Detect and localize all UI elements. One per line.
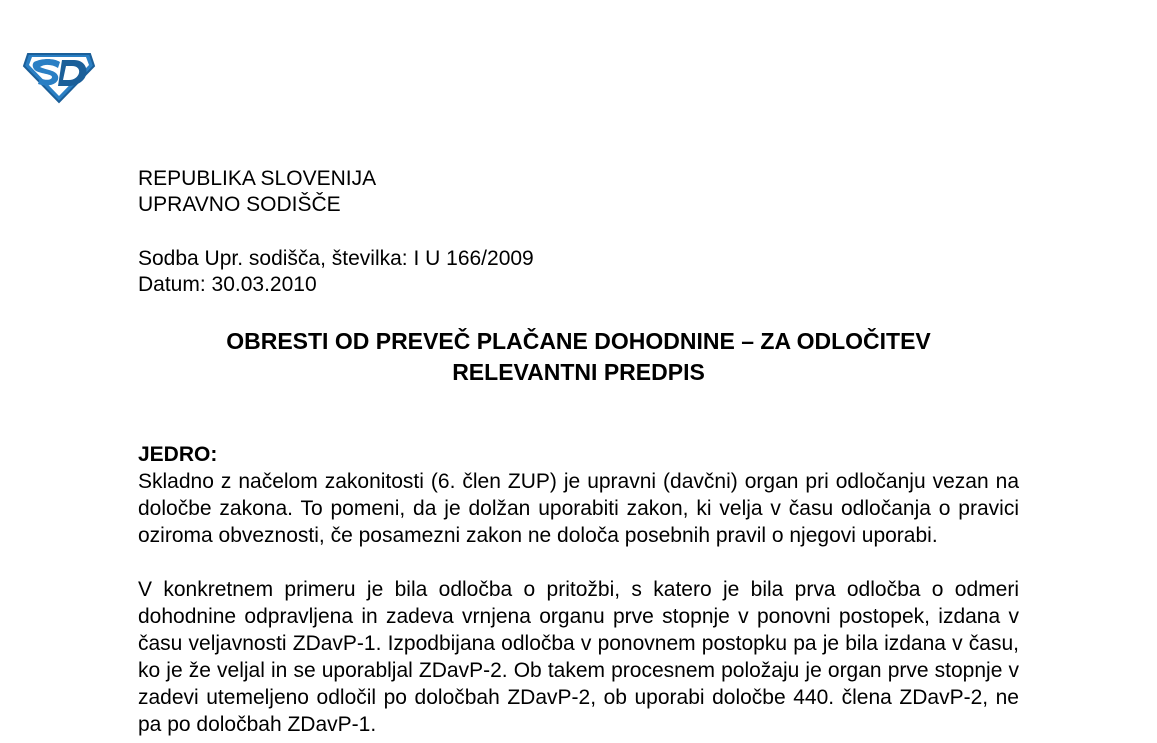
- decision-date: Datum: 30.03.2010: [138, 273, 317, 296]
- country-name: REPUBLIKA SLOVENIJA: [138, 167, 377, 190]
- paragraph-2: V konkretnem primeru je bila odločba o pritožbi, s katero je bila prva odločba o odmeri dohodnine odpravljena in zadeva vrnjena organu prve stopnje v ponovni postopek, izdana v času veljavnosti ZDavP-1. Izpodbijana odločba v ponovnem postopku pa je bila izdana v času, ko je že veljal in se uporabljal ZDavP-2. Ob takem procesnem položaju je organ prve stopnje v zadevi utemeljeno odločil po določbah ZDavP-2, ob uporabi določbe 440. člena ZDavP-2, ne pa po določbah ZDavP-1.: [138, 578, 1019, 736]
- section-heading: JEDRO:: [138, 443, 218, 466]
- title-line-2: RELEVANTNI PREDPIS: [452, 359, 705, 385]
- case-meta: [138, 246, 534, 298]
- court-header: [138, 166, 376, 218]
- document-title: [138, 326, 1019, 388]
- case-number: Sodba Upr. sodišča, številka: I U 166/2009: [138, 247, 534, 270]
- court-logo: [22, 46, 96, 104]
- paragraph-1: Skladno z načelom zakonitosti (6. člen ZUP) je upravni (davčni) organ pri odločanju vezan na določbe zakona. To pomeni, da je dolžan uporabiti zakon, ki velja v času odločanja o pravici oziroma obveznosti, če posamezni zakon ne določa posebnih pravil o njegovi uporabi.: [138, 470, 1019, 547]
- document-body: [138, 441, 1019, 738]
- paragraph-spacer: [138, 549, 1019, 576]
- title-line-1: OBRESTI OD PREVEČ PLAČANE DOHODNINE – ZA ODLOČITEV: [226, 328, 931, 354]
- sd-shield-logo-icon: [22, 46, 96, 104]
- court-name: UPRAVNO SODIŠČE: [138, 193, 341, 216]
